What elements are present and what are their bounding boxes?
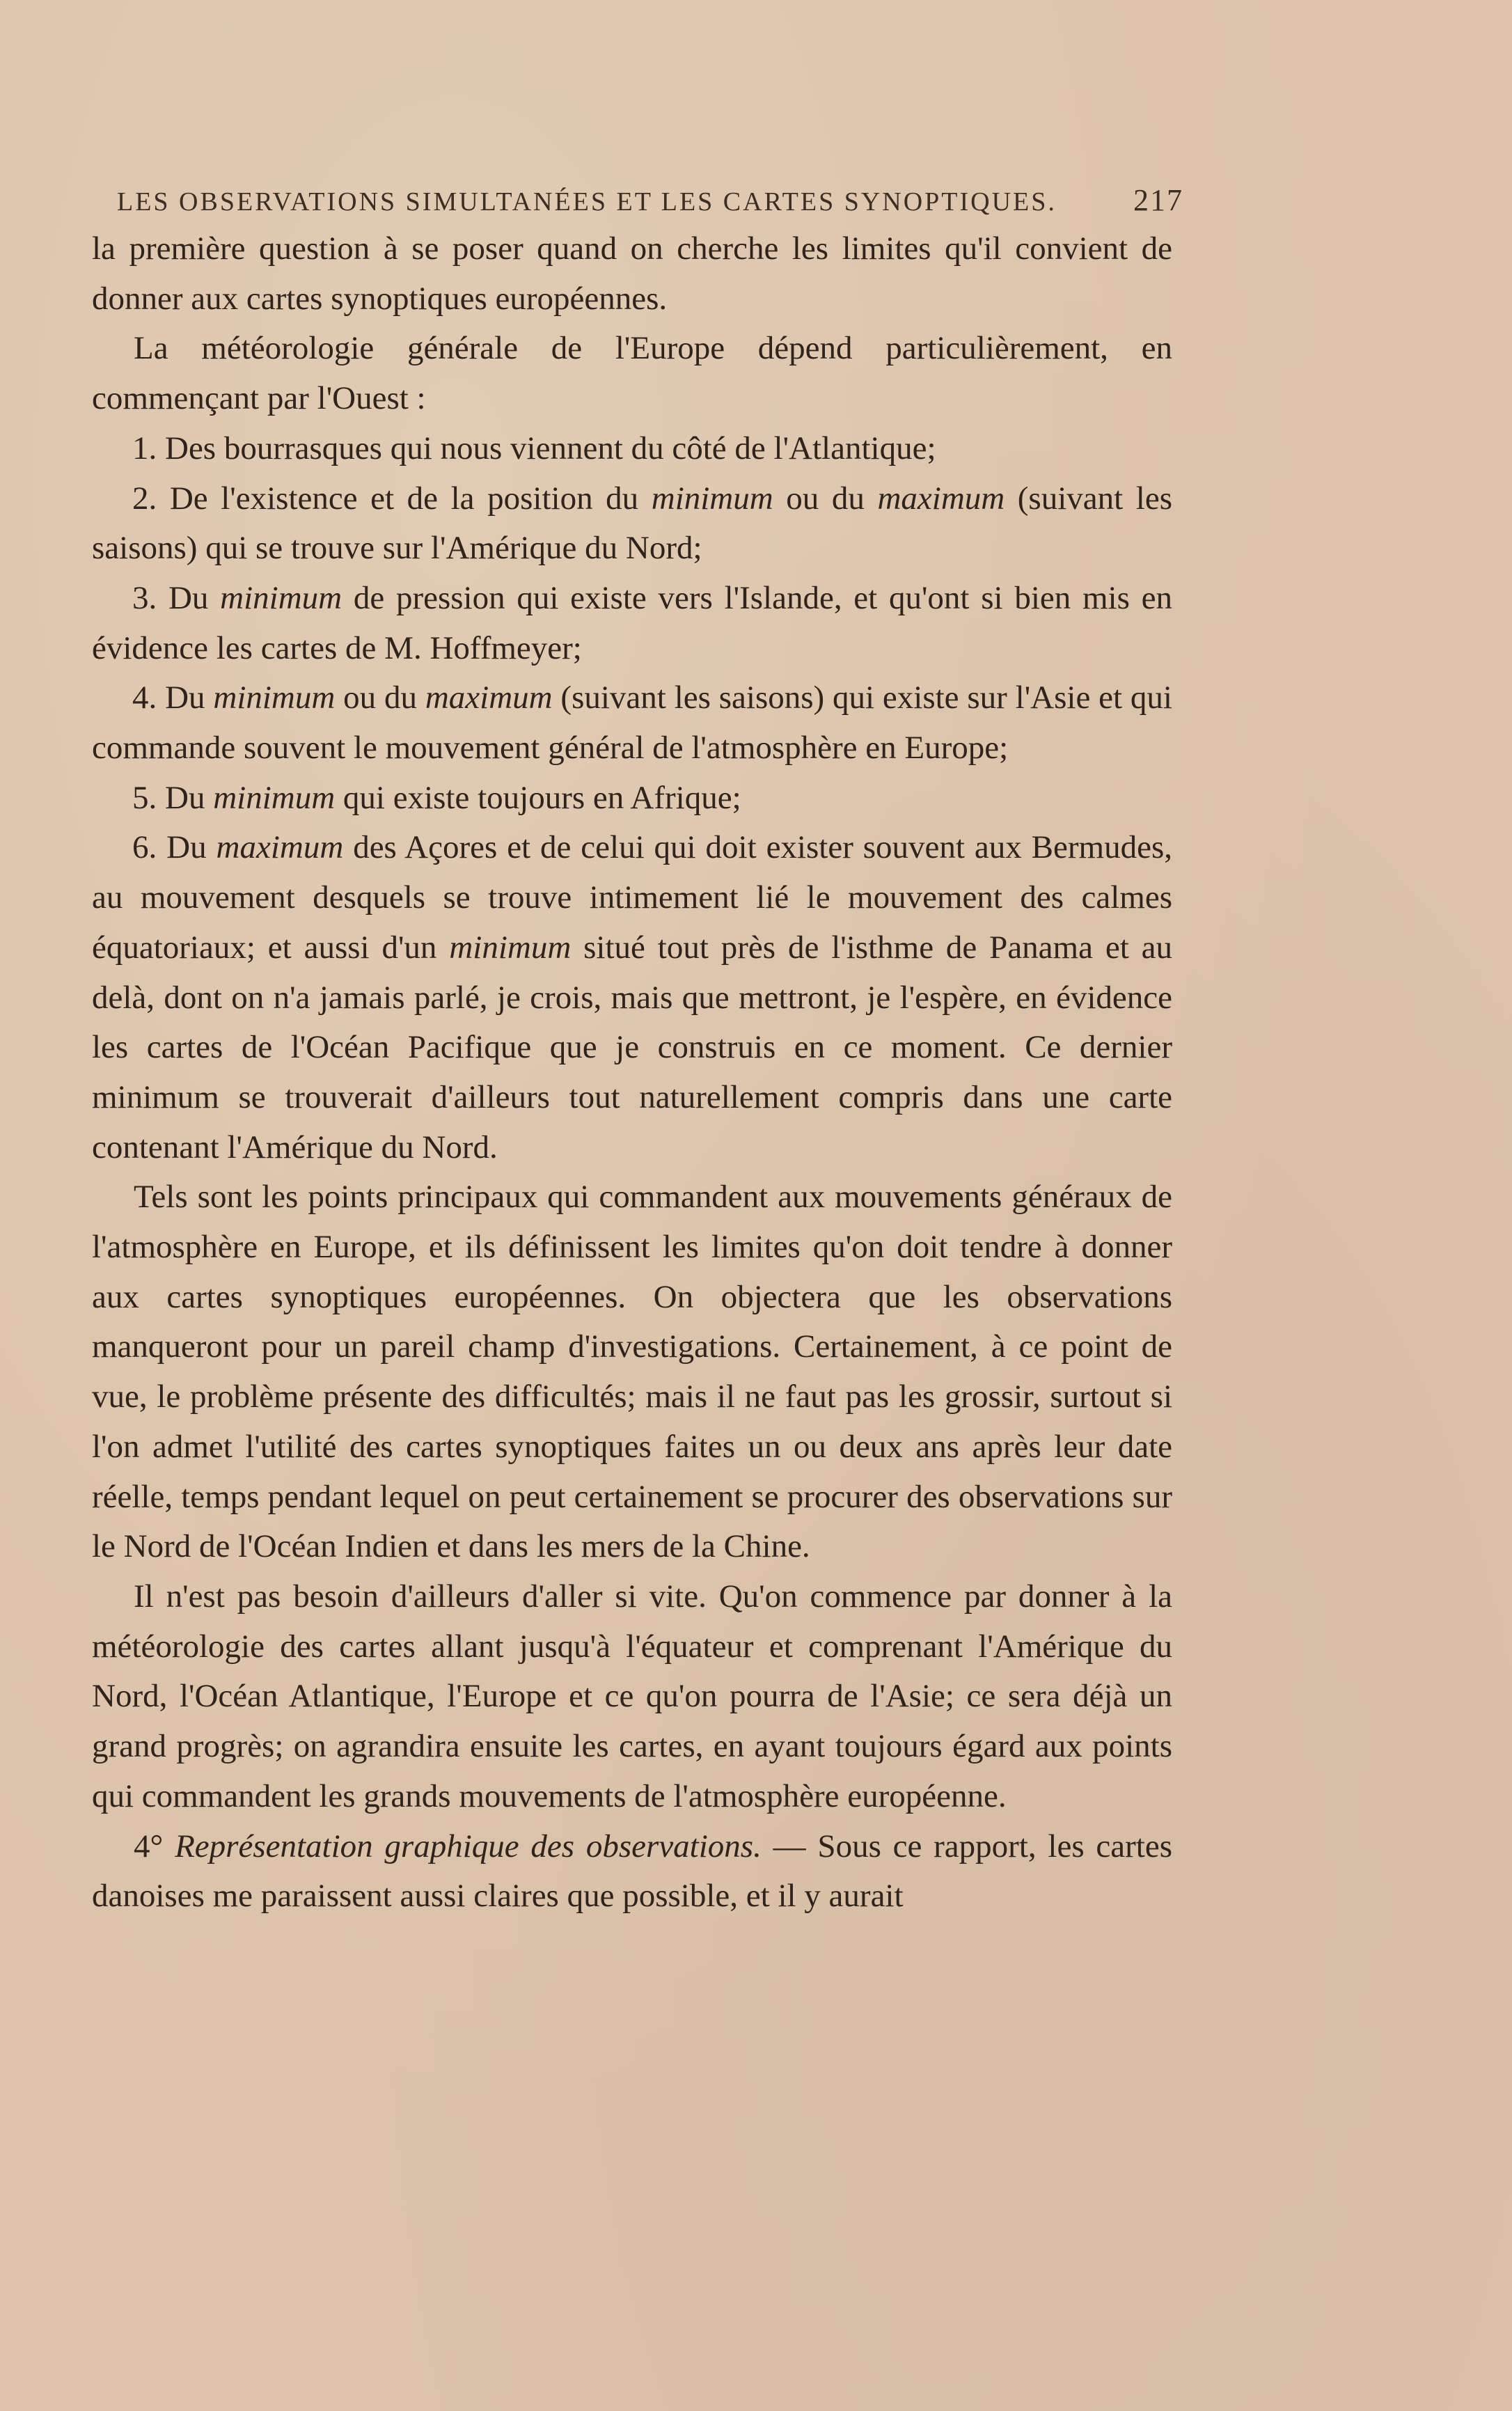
running-header	[117, 182, 1183, 224]
list-item-6	[92, 823, 1172, 1172]
section-number: 4°	[134, 1828, 175, 1864]
list-item-4	[92, 673, 1172, 773]
section-title: Représentation graphique des observations.	[175, 1828, 762, 1864]
list-item-2-text: (suivant les saisons) qui se trouve sur l'Amérique du Nord;	[92, 480, 1172, 567]
list-item-3-text: de pression qui existe vers l'Islande, et qu'ont si bien mis en évidence les cartes de M. Hoffmeyer;	[92, 579, 1172, 666]
list-item-4-text: ou du	[335, 680, 425, 716]
list-item-5	[92, 773, 1172, 824]
paragraph-continuation: la première question à se poser quand on cherche les limites qu'il convient de donner aux cartes synoptiques européennes.	[92, 230, 1172, 317]
emphasis-minimum: minimum	[213, 779, 336, 816]
paragraph-intro: La météorologie générale de l'Europe dépend particulièrement, en commençant par l'Ouest :	[92, 330, 1172, 417]
list-item-6-text: situé tout près de l'isthme de Panama et au delà, dont on n'a jamais parlé, je crois, mais que mettront, je l'espère, en évidence les cartes de l'Océan Pacifique que je construis en ce moment. Ce dernier minimum se trouverait d'ailleurs tout naturellement compris dans une carte contenant l'Amérique du Nord.	[92, 929, 1172, 1165]
emphasis-minimum: minimum	[449, 929, 572, 966]
list-item-2-text: ou du	[773, 480, 878, 517]
body-text	[92, 224, 1172, 1922]
page-number: 217	[1133, 183, 1183, 217]
list-item-2-text: 2. De l'existence et de la position du	[132, 480, 652, 517]
list-item-5-text: qui existe toujours en Afrique;	[335, 779, 741, 816]
paragraph-section-4	[92, 1822, 1172, 1922]
paragraph-progress: Il n'est pas besoin d'ailleurs d'aller si vite. Qu'on commence par donner à la météorologie des cartes allant jusqu'à l'équateur et comprenant l'Amérique du Nord, l'Océan Atlantique, l'Europe et ce qu'on pourra de l'Asie; ce sera déjà un grand progrès; on agrandira ensuite les cartes, en ayant toujours égard aux points qui commandent les grands mouvements de l'atmosphère européenne.	[92, 1578, 1172, 1814]
section-text: — Sous ce rapport, les cartes danoises me paraissent aussi claires que possible, et il y aurait	[92, 1828, 1173, 1915]
list-item-3	[92, 574, 1172, 673]
list-item-1: 1. Des bourrasques qui nous viennent du côté de l'Atlantique;	[132, 430, 936, 466]
list-item-5-text: 5. Du	[132, 779, 214, 816]
emphasis-minimum: minimum	[213, 680, 336, 716]
emphasis-maximum: maximum	[216, 829, 344, 866]
emphasis-minimum: minimum	[651, 480, 773, 517]
list-item-4-text: (suivant les saisons) qui existe sur l'Asie et qui commande souvent le mouvement général de l'atmosphère en Europe;	[92, 680, 1172, 767]
list-item-6-text: des Açores et de celui qui doit exister souvent aux Bermudes, au mouvement desquels se trouve intimement lié le mouvement des calmes équatoriaux; et aussi d'un	[92, 829, 1172, 966]
emphasis-minimum: minimum	[220, 579, 342, 616]
running-title: LES OBSERVATIONS SIMULTANÉES ET LES CARTES SYNOPTIQUES.	[117, 187, 1057, 217]
emphasis-maximum: maximum	[425, 680, 553, 716]
emphasis-maximum: maximum	[877, 480, 1005, 517]
list-item-3-text: 3. Du	[132, 579, 221, 616]
list-item-4-text: 4. Du	[132, 680, 214, 716]
list-item-6-text: 6. Du	[132, 829, 216, 866]
list-item-2	[92, 474, 1172, 574]
paragraph-main-points: Tels sont les points principaux qui commandent aux mouvements généraux de l'atmosphère en Europe, et ils définissent les limites qu'on doit tendre à donner aux cartes synoptiques européennes. On objectera que les observations manqueront pour un pareil champ d'investigations. Certainement, à ce point de vue, le problème présente des difficultés; mais il ne faut pas les grossir, surtout si l'on admet l'utilité des cartes synoptiques faites un ou deux ans après leur date réelle, temps pendant lequel on peut certainement se procurer des observations sur le Nord de l'Océan Indien et dans les mers de la Chine.	[92, 1179, 1172, 1565]
